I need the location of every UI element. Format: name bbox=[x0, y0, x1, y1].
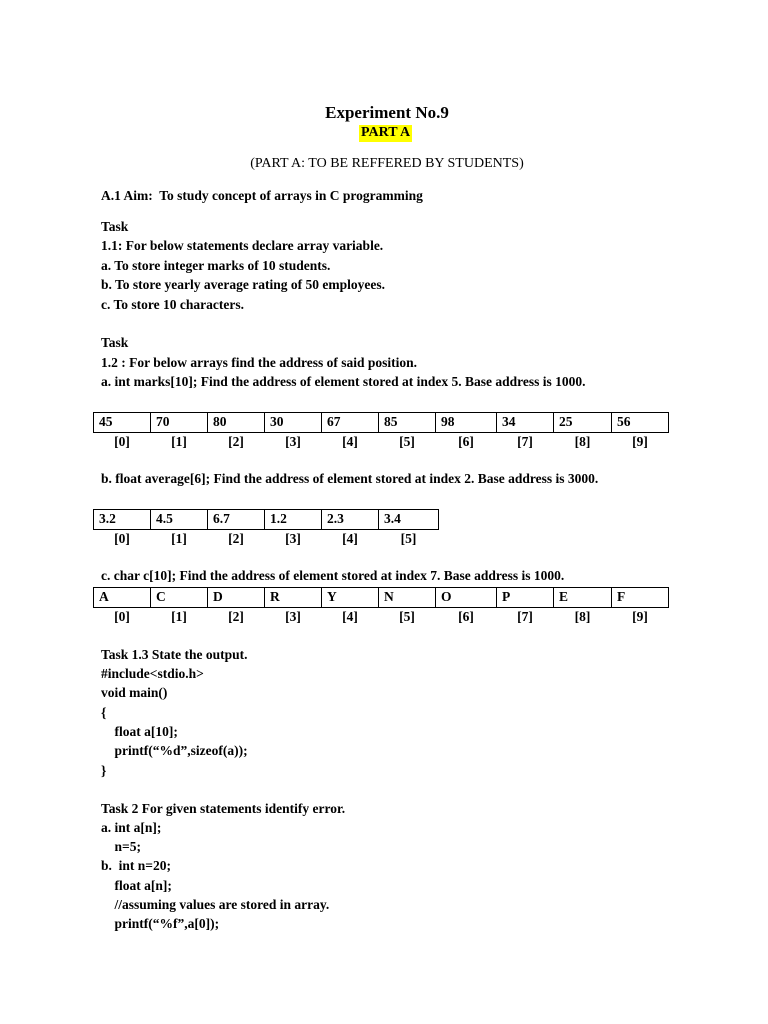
array-index: [7] bbox=[517, 609, 533, 624]
code-line: void main() bbox=[101, 685, 168, 700]
array-cell: 3.4 bbox=[379, 510, 439, 530]
task-2-heading: Task 2 For given statements identify error. bbox=[101, 801, 346, 816]
array-index: [3] bbox=[285, 434, 301, 449]
array-index: [5] bbox=[399, 609, 415, 624]
array-index: [1] bbox=[171, 609, 187, 624]
experiment-title: Experiment No.9 bbox=[325, 103, 449, 122]
array-cell: Y bbox=[322, 588, 379, 608]
task-1-2-label: Task bbox=[101, 335, 129, 350]
array-index: [0] bbox=[114, 434, 130, 449]
code-line: n=5; bbox=[101, 839, 141, 854]
array-index: [4] bbox=[342, 531, 358, 546]
array-index: [9] bbox=[632, 609, 648, 624]
array-index: [3] bbox=[285, 531, 301, 546]
array-cell: P bbox=[497, 588, 554, 608]
array-cell: F bbox=[612, 588, 669, 608]
task-1-1-label: Task bbox=[101, 219, 129, 234]
code-line: } bbox=[101, 763, 107, 778]
array-index: [1] bbox=[171, 434, 187, 449]
array-index: [7] bbox=[517, 434, 533, 449]
array-cell: 34 bbox=[497, 413, 554, 433]
array-cell: D bbox=[208, 588, 265, 608]
task-1-2-question-a: a. int marks[10]; Find the address of element stored at index 5. Base address is 1000. bbox=[101, 374, 586, 389]
code-line: //assuming values are stored in array. bbox=[101, 897, 330, 912]
code-line: float a[n]; bbox=[101, 878, 172, 893]
array-cell: C bbox=[151, 588, 208, 608]
array-cell: 56 bbox=[612, 413, 669, 433]
array-index: [5] bbox=[400, 531, 417, 546]
aim-text: A.1 Aim: To study concept of arrays in C programming bbox=[101, 188, 423, 203]
array-index: [6] bbox=[458, 434, 474, 449]
marks-array-table bbox=[93, 412, 669, 451]
array-cell: A bbox=[94, 588, 151, 608]
array-cell: N bbox=[379, 588, 436, 608]
task-1-1-item-b: b. To store yearly average rating of 50 employees. bbox=[101, 277, 385, 292]
array-index: [3] bbox=[285, 609, 301, 624]
code-line: #include<stdio.h> bbox=[101, 666, 204, 681]
array-cell: 2.3 bbox=[322, 510, 379, 530]
array-cell: 67 bbox=[322, 413, 379, 433]
code-line: { bbox=[101, 705, 107, 720]
task-1-1-item-a: a. To store integer marks of 10 students. bbox=[101, 258, 331, 273]
code-line: b. int n=20; bbox=[101, 858, 171, 873]
array-index: [2] bbox=[228, 609, 244, 624]
array-cell: E bbox=[554, 588, 612, 608]
code-line: a. int a[n]; bbox=[101, 820, 162, 835]
array-index: [2] bbox=[228, 531, 244, 546]
array-index: [0] bbox=[114, 531, 130, 546]
array-index: [5] bbox=[399, 434, 415, 449]
array-index: [4] bbox=[342, 434, 358, 449]
part-subtitle: (PART A: TO BE REFFERED BY STUDENTS) bbox=[250, 156, 524, 171]
array-cell: 70 bbox=[151, 413, 208, 433]
array-index: [4] bbox=[342, 609, 358, 624]
array-cell: 1.2 bbox=[265, 510, 322, 530]
array-cell: 3.2 bbox=[94, 510, 151, 530]
array-index: [0] bbox=[114, 609, 130, 624]
task-1-2-question-b: b. float average[6]; Find the address of element stored at index 2. Base address is 3000. bbox=[101, 471, 599, 486]
array-cell: 85 bbox=[379, 413, 436, 433]
average-array-table bbox=[93, 509, 439, 548]
array-cell: 6.7 bbox=[208, 510, 265, 530]
code-line: printf(“%d”,sizeof(a)); bbox=[101, 743, 248, 758]
array-index: [1] bbox=[171, 531, 187, 546]
array-cell: 4.5 bbox=[151, 510, 208, 530]
task-1-2-heading: 1.2 : For below arrays find the address of said position. bbox=[101, 355, 418, 370]
array-index: [9] bbox=[632, 434, 648, 449]
array-index: [6] bbox=[458, 609, 474, 624]
array-cell: 30 bbox=[265, 413, 322, 433]
char-array-table bbox=[93, 587, 669, 626]
array-index: [8] bbox=[574, 609, 591, 624]
array-cell: O bbox=[436, 588, 497, 608]
array-cell: 45 bbox=[94, 413, 151, 433]
task-1-2-question-c: c. char c[10]; Find the address of element stored at index 7. Base address is 1000. bbox=[101, 568, 565, 583]
code-line: float a[10]; bbox=[101, 724, 178, 739]
code-line: printf(“%f”,a[0]); bbox=[101, 916, 220, 931]
task-1-3-heading: Task 1.3 State the output. bbox=[101, 647, 248, 662]
array-index: [2] bbox=[228, 434, 244, 449]
task-1-1-item-c: c. To store 10 characters. bbox=[101, 297, 244, 312]
array-cell: 80 bbox=[208, 413, 265, 433]
array-index: [8] bbox=[574, 434, 591, 449]
array-cell: 25 bbox=[554, 413, 612, 433]
task-1-1-heading: 1.1: For below statements declare array variable. bbox=[101, 238, 384, 253]
part-label-highlight: PART A bbox=[361, 125, 411, 140]
array-cell: 98 bbox=[436, 413, 497, 433]
array-cell: R bbox=[265, 588, 322, 608]
